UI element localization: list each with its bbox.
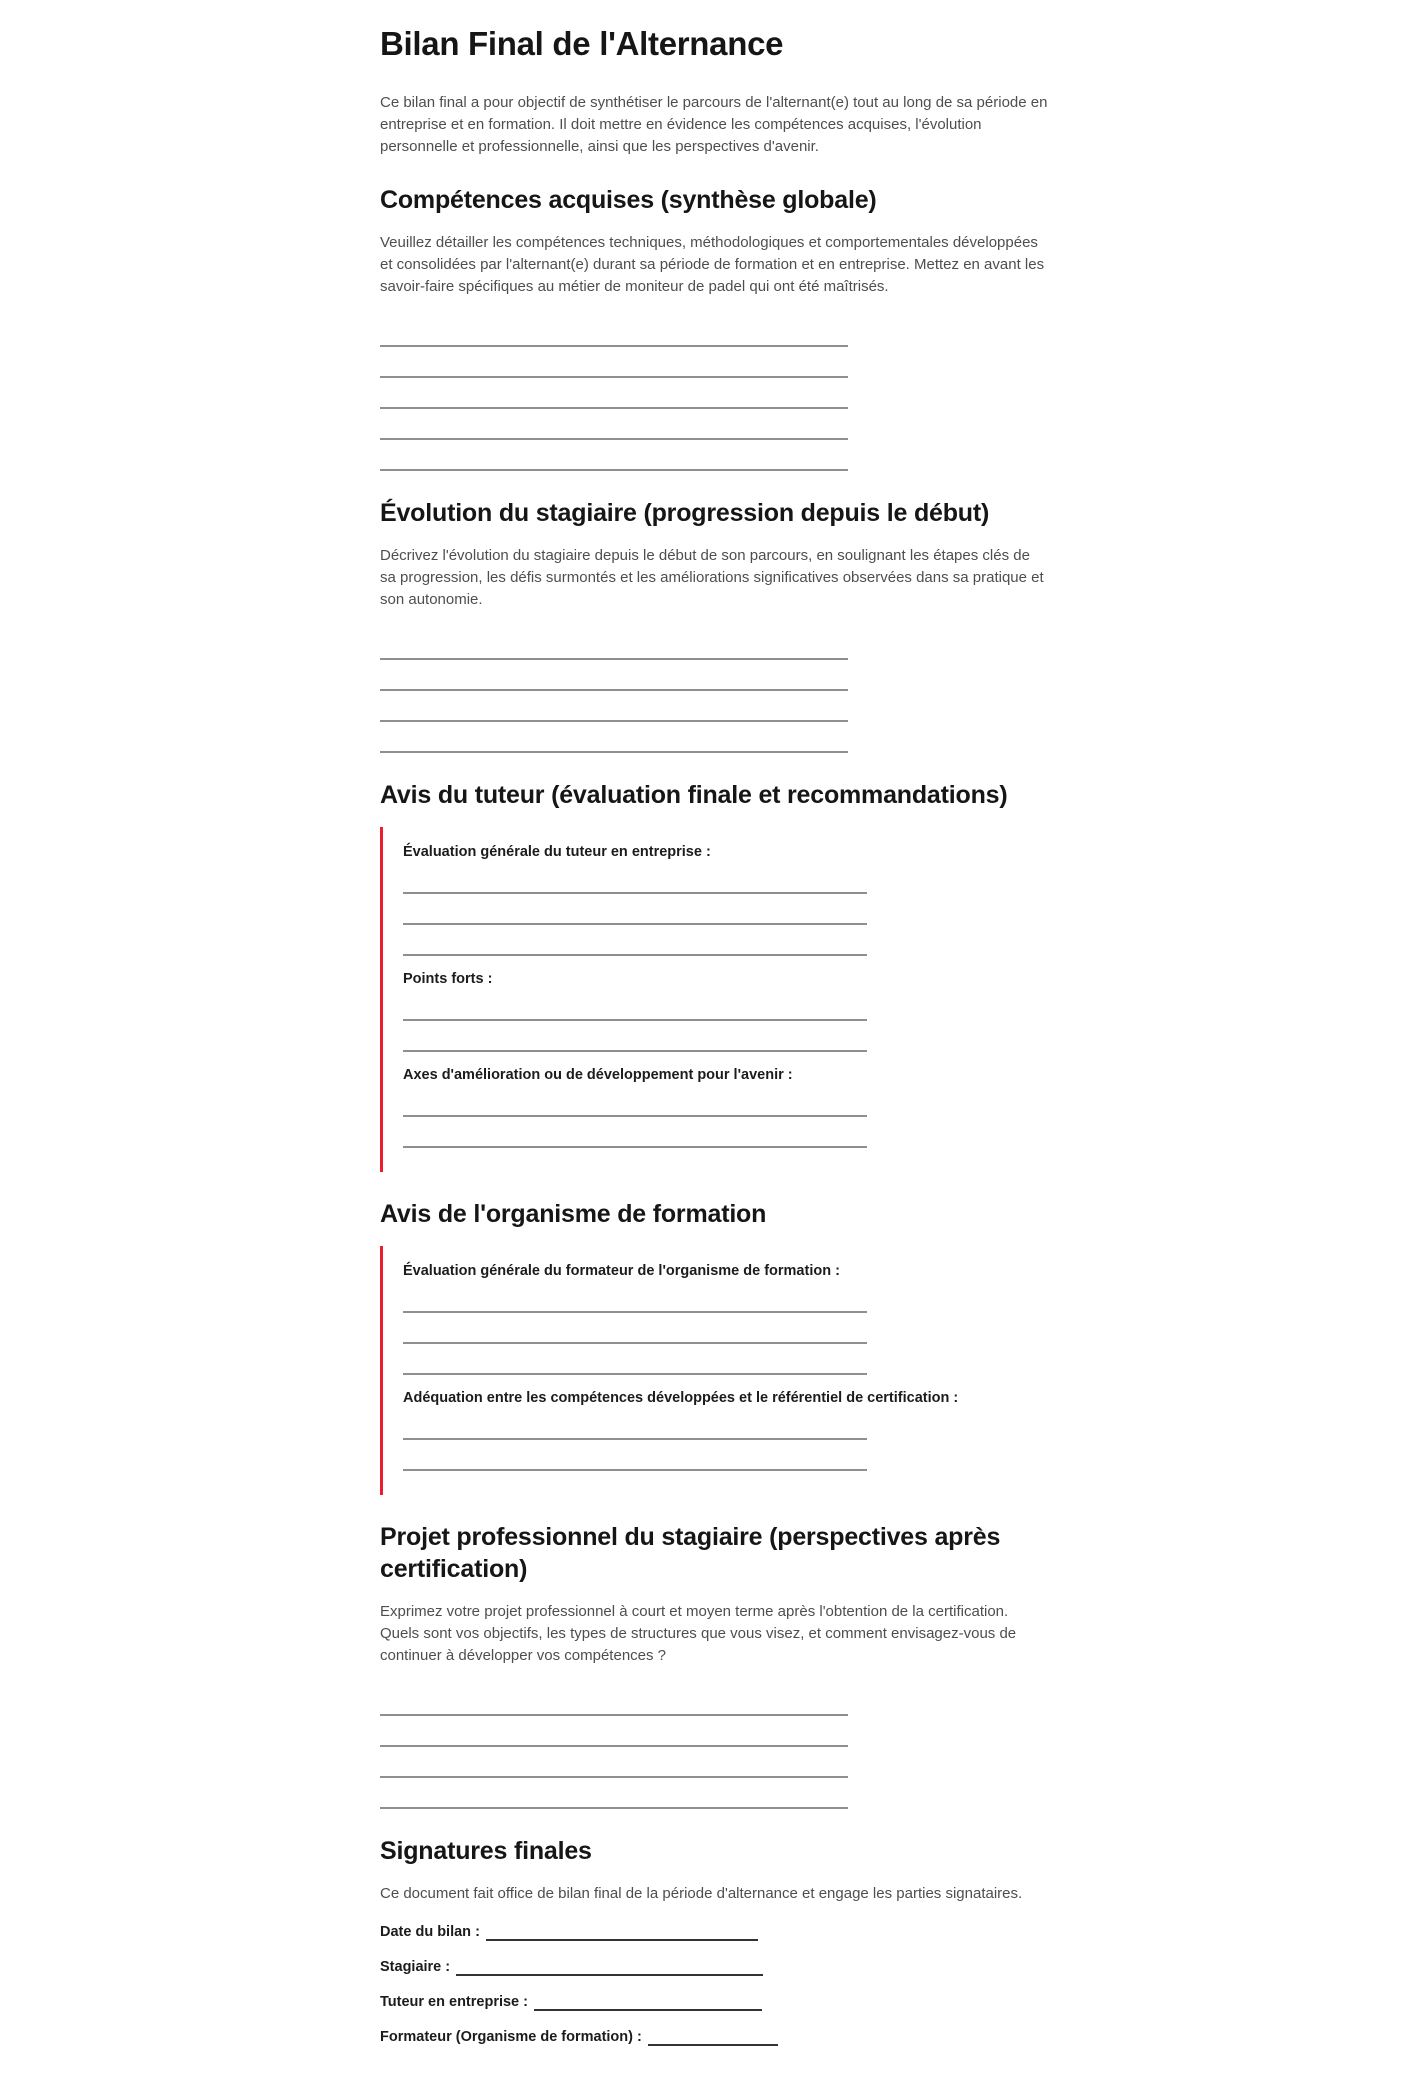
signature-line: [486, 1926, 758, 1941]
writing-lines: [403, 1086, 1048, 1148]
signature-line: [648, 2031, 778, 2046]
signature-line: [456, 1961, 763, 1976]
writing-line: [380, 1685, 848, 1716]
field-label: Adéquation entre les compétences développées et le référentiel de certification :: [403, 1390, 959, 1406]
field-evaluation-formateur: [403, 1262, 1048, 1375]
writing-line: [380, 440, 848, 471]
signature-row-stagiaire: [380, 1958, 1048, 1976]
signature-row-formateur: [380, 2028, 1048, 2046]
writing-line: [403, 990, 867, 1021]
section-description-signatures: Ce document fait office de bilan final de la période d'alternance et engage les parties signataires.: [380, 1885, 1023, 1902]
section-description-evolution: Décrivez l'évolution du stagiaire depuis le début de son parcours, en soulignant les étapes clés de sa progression, les défis surmontés et les améliorations significatives observées dans sa pratique et son autonomie.: [380, 547, 1044, 608]
signature-label: Date du bilan :: [380, 1924, 480, 1940]
writing-line: [380, 1778, 848, 1809]
writing-line: [403, 863, 867, 894]
field-label: Points forts :: [403, 971, 493, 987]
writing-lines: [403, 1409, 1048, 1471]
writing-line: [403, 1440, 867, 1471]
writing-line: [403, 1086, 867, 1117]
field-label: Axes d'amélioration ou de développement pour l'avenir :: [403, 1067, 793, 1083]
callout-avis-tuteur: [380, 827, 1048, 1172]
signature-row-tuteur: [380, 1993, 1048, 2011]
section-heading-competences: Compétences acquises (synthèse globale): [380, 186, 877, 214]
writing-line: [380, 691, 848, 722]
section-heading-avis-organisme: Avis de l'organisme de formation: [380, 1200, 767, 1228]
field-axes-amelioration: [403, 1066, 1048, 1148]
signature-line: [534, 1996, 762, 2011]
document-page: [380, 0, 1048, 2074]
signature-row-date: [380, 1923, 1048, 1941]
writing-line: [403, 1344, 867, 1375]
writing-line: [403, 1117, 867, 1148]
writing-line: [403, 1313, 867, 1344]
writing-line: [403, 1021, 867, 1052]
section-description-competences: Veuillez détailler les compétences techniques, méthodologiques et comportementales développées et consolidées par l'alternant(e) durant sa période de formation et en entreprise. Mettez en avant les savoir-faire spécifiques au métier de moniteur de padel qui ont été maîtrisés.: [380, 234, 1045, 295]
section-heading-projet: Projet professionnel du stagiaire (perspectives après certification): [380, 1523, 1001, 1583]
writing-lines-projet: [380, 1685, 1048, 1809]
field-label: Évaluation générale du formateur de l'organisme de formation :: [403, 1263, 840, 1279]
callout-avis-organisme: [380, 1246, 1048, 1495]
section-heading-avis-tuteur: Avis du tuteur (évaluation finale et recommandations): [380, 781, 1008, 809]
writing-line: [380, 1747, 848, 1778]
writing-lines: [403, 1282, 1048, 1375]
field-evaluation-tuteur: [403, 843, 1048, 956]
writing-line: [380, 409, 848, 440]
writing-line: [403, 925, 867, 956]
writing-line: [380, 722, 848, 753]
section-heading-evolution: Évolution du stagiaire (progression depuis le début): [380, 499, 990, 527]
section-description-projet: Exprimez votre projet professionnel à court et moyen terme après l'obtention de la certification. Quels sont vos objectifs, les types de structures que vous visez, et comment envisagez-vous de continuer à développer vos compétences ?: [380, 1603, 1017, 1664]
writing-line: [380, 629, 848, 660]
writing-lines-evolution: [380, 629, 1048, 753]
field-points-forts: [403, 970, 1048, 1052]
page-title: Bilan Final de l'Alternance: [380, 25, 784, 62]
writing-line: [403, 1282, 867, 1313]
field-adequation-referentiel: [403, 1389, 1048, 1471]
writing-lines-competences: [380, 316, 1048, 471]
writing-line: [403, 1409, 867, 1440]
signature-label: Tuteur en entreprise :: [380, 1994, 528, 2010]
writing-lines: [403, 990, 1048, 1052]
writing-lines: [403, 863, 1048, 956]
writing-line: [380, 660, 848, 691]
writing-line: [380, 1716, 848, 1747]
writing-line: [380, 378, 848, 409]
signature-label: Stagiaire :: [380, 1959, 451, 1975]
writing-line: [380, 316, 848, 347]
writing-line: [403, 894, 867, 925]
signature-label: Formateur (Organisme de formation) :: [380, 2029, 642, 2045]
intro-text: Ce bilan final a pour objectif de synthétiser le parcours de l'alternant(e) tout au long de sa période en entreprise et en formation. Il doit mettre en évidence les compétences acquises, l'évolution personnelle et professionnelle, ainsi que les perspectives d'avenir.: [380, 94, 1048, 155]
writing-line: [380, 347, 848, 378]
section-heading-signatures: Signatures finales: [380, 1837, 592, 1865]
field-label: Évaluation générale du tuteur en entreprise :: [403, 844, 711, 860]
